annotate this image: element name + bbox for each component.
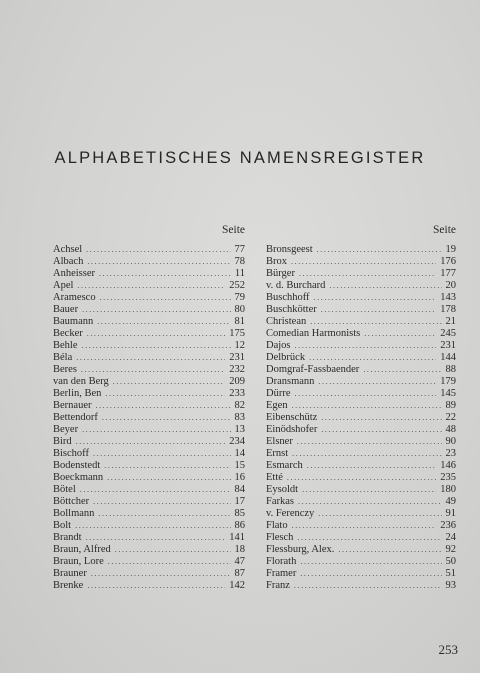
- dot-leader: [86, 532, 226, 544]
- entry-page-number: 22: [445, 412, 456, 423]
- dot-leader: [321, 424, 441, 436]
- dot-leader: [75, 520, 230, 532]
- index-entry: [53, 376, 245, 388]
- dot-leader: [102, 412, 231, 424]
- page-title: ALPHABETISCHES NAMENSREGISTER: [54, 149, 426, 167]
- dot-leader: [76, 352, 225, 364]
- entry-name: Bernauer: [53, 400, 92, 411]
- index-entry: [266, 472, 456, 484]
- entry-page-number: 231: [229, 352, 245, 363]
- entry-name: Bötel: [53, 484, 76, 495]
- entry-name: Béla: [53, 352, 73, 363]
- entry-name: Esmarch: [266, 460, 303, 471]
- entry-page-number: 16: [234, 472, 245, 483]
- entry-page-number: 180: [440, 484, 456, 495]
- index-entry: [266, 376, 456, 388]
- entry-name: Braun, Lore: [53, 556, 104, 567]
- index-entry: [266, 532, 456, 544]
- entry-name: Flessburg, Alex.: [266, 544, 335, 555]
- entry-page-number: 177: [440, 268, 456, 279]
- entry-name: Comedian Harmonists: [266, 328, 361, 339]
- entry-name: Braun, Alfred: [53, 544, 111, 555]
- dot-leader: [107, 472, 230, 484]
- dot-leader: [76, 436, 226, 448]
- entry-name: Beres: [53, 364, 77, 375]
- dot-leader: [87, 580, 225, 592]
- entry-name: Flesch: [266, 532, 294, 543]
- index-entry: [266, 412, 456, 424]
- index-entry: [53, 508, 245, 520]
- entry-name: van den Berg: [53, 376, 109, 387]
- dot-leader: [105, 388, 225, 400]
- entry-name: Berlin, Ben: [53, 388, 102, 399]
- index-entry: [53, 436, 245, 448]
- index-entry: [266, 388, 456, 400]
- entry-name: Bürger: [266, 268, 295, 279]
- entry-page-number: 245: [440, 328, 456, 339]
- entry-name: Einödshofer: [266, 424, 318, 435]
- entry-page-number: 85: [234, 508, 245, 519]
- entry-page-number: 47: [234, 556, 245, 567]
- entry-name: Bird: [53, 436, 72, 447]
- entry-page-number: 231: [440, 340, 456, 351]
- dot-leader: [300, 556, 441, 568]
- entry-page-number: 11: [234, 268, 245, 279]
- dot-leader: [113, 376, 225, 388]
- dot-leader: [287, 472, 436, 484]
- index-entry: [53, 256, 245, 268]
- entry-page-number: 88: [445, 364, 456, 375]
- entry-page-number: 18: [234, 544, 245, 555]
- entry-page-number: 81: [234, 316, 245, 327]
- entry-page-number: 93: [445, 580, 456, 591]
- entry-name: Behle: [53, 340, 78, 351]
- entry-page-number: 142: [229, 580, 245, 591]
- index-entry: [53, 496, 245, 508]
- entry-name: Boeckmann: [53, 472, 104, 483]
- dot-leader: [97, 316, 230, 328]
- dot-leader: [299, 268, 436, 280]
- entry-page-number: 79: [234, 292, 245, 303]
- entry-name: Bischoff: [53, 448, 89, 459]
- entry-page-number: 233: [229, 388, 245, 399]
- index-entry: [266, 424, 456, 436]
- entry-page-number: 232: [229, 364, 245, 375]
- entry-page-number: 15: [234, 460, 245, 471]
- right-column: [266, 222, 456, 592]
- index-entry: [266, 244, 456, 256]
- entry-page-number: 19: [445, 244, 456, 255]
- dot-leader: [93, 496, 230, 508]
- dot-leader: [318, 508, 441, 520]
- dot-leader: [329, 280, 441, 292]
- entry-page-number: 86: [234, 520, 245, 531]
- index-entry: [53, 472, 245, 484]
- index-entry: [53, 460, 245, 472]
- dot-leader: [309, 352, 436, 364]
- entry-name: Dransmann: [266, 376, 315, 387]
- entry-page-number: 234: [229, 436, 245, 447]
- entry-page-number: 92: [445, 544, 456, 555]
- dot-leader: [91, 568, 231, 580]
- dot-leader: [338, 544, 441, 556]
- dot-leader: [292, 448, 441, 460]
- entry-page-number: 14: [234, 448, 245, 459]
- entry-name: Framer: [266, 568, 297, 579]
- dot-leader: [307, 460, 437, 472]
- entry-name: Bronsgeest: [266, 244, 313, 255]
- entry-page-number: 141: [229, 532, 245, 543]
- index-entry: [53, 244, 245, 256]
- dot-leader: [310, 316, 441, 328]
- entry-page-number: 80: [234, 304, 245, 315]
- entry-page-number: 50: [445, 556, 456, 567]
- entry-name: Domgraf-Fassbaender: [266, 364, 360, 375]
- dot-leader: [297, 436, 442, 448]
- entry-name: Brandt: [53, 532, 82, 543]
- entry-name: Delbrück: [266, 352, 306, 363]
- index-entry: [266, 340, 456, 352]
- dot-leader: [77, 280, 225, 292]
- entry-name: Flato: [266, 520, 288, 531]
- index-entry: [266, 508, 456, 520]
- entry-page-number: 23: [445, 448, 456, 459]
- dot-leader: [292, 520, 437, 532]
- entry-name: Bollmann: [53, 508, 95, 519]
- dot-leader: [87, 256, 230, 268]
- entry-page-number: 77: [234, 244, 245, 255]
- entry-page-number: 236: [440, 520, 456, 531]
- dot-leader: [314, 292, 437, 304]
- index-entry: [266, 520, 456, 532]
- entry-name: Brox: [266, 256, 287, 267]
- entry-name: Anheisser: [53, 268, 95, 279]
- entry-page-number: 176: [440, 256, 456, 267]
- left-column-header: Seite: [222, 224, 245, 236]
- entry-page-number: 91: [445, 508, 456, 519]
- entry-page-number: 179: [440, 376, 456, 387]
- entry-name: Achsel: [53, 244, 83, 255]
- entry-page-number: 49: [445, 496, 456, 507]
- dot-leader: [318, 376, 436, 388]
- entry-name: Buschhoff: [266, 292, 310, 303]
- index-entry: [266, 460, 456, 472]
- index-entry: [53, 268, 245, 280]
- index-entry: [53, 412, 245, 424]
- entry-name: Apel: [53, 280, 74, 291]
- entry-page-number: 175: [229, 328, 245, 339]
- dot-leader: [82, 340, 231, 352]
- index-entry: [266, 484, 456, 496]
- dot-leader: [100, 292, 231, 304]
- dot-leader: [321, 412, 441, 424]
- entry-name: Ernst: [266, 448, 289, 459]
- index-entry: [53, 352, 245, 364]
- dot-leader: [317, 244, 442, 256]
- entry-page-number: 21: [445, 316, 456, 327]
- index-entry: [266, 316, 456, 328]
- entry-page-number: 24: [445, 532, 456, 543]
- entry-name: Dürre: [266, 388, 291, 399]
- entry-name: Buschkötter: [266, 304, 317, 315]
- index-entry: [266, 304, 456, 316]
- index-entry: [266, 556, 456, 568]
- entry-page-number: 51: [445, 568, 456, 579]
- entry-name: Aramesco: [53, 292, 96, 303]
- dot-leader: [98, 508, 230, 520]
- entry-page-number: 146: [440, 460, 456, 471]
- left-column: [53, 222, 245, 592]
- index-entry: [266, 292, 456, 304]
- entry-name: v. Ferenczy: [266, 508, 315, 519]
- dot-leader: [291, 256, 436, 268]
- entry-page-number: 12: [234, 340, 245, 351]
- dot-leader: [82, 424, 230, 436]
- dot-leader: [86, 244, 230, 256]
- index-entry: [53, 400, 245, 412]
- index-entry: [266, 268, 456, 280]
- index-entry: [266, 448, 456, 460]
- dot-leader: [294, 580, 442, 592]
- dot-leader: [364, 328, 436, 340]
- index-entry: [266, 256, 456, 268]
- dot-leader: [321, 304, 437, 316]
- dot-leader: [104, 460, 230, 472]
- index-entry: [266, 352, 456, 364]
- index-entry: [266, 496, 456, 508]
- entry-name: Brauner: [53, 568, 87, 579]
- entry-page-number: 90: [445, 436, 456, 447]
- entry-page-number: 178: [440, 304, 456, 315]
- index-entry: [53, 328, 245, 340]
- index-entry: [266, 328, 456, 340]
- entry-page-number: 252: [229, 280, 245, 291]
- index-entry: [53, 280, 245, 292]
- entry-name: Bodenstedt: [53, 460, 101, 471]
- dot-leader: [115, 544, 231, 556]
- entry-page-number: 20: [445, 280, 456, 291]
- index-entry: [53, 568, 245, 580]
- index-entry: [266, 580, 456, 592]
- dot-leader: [82, 304, 230, 316]
- dot-leader: [108, 556, 231, 568]
- entry-name: Albach: [53, 256, 84, 267]
- dot-leader: [295, 388, 437, 400]
- dot-leader: [298, 496, 442, 508]
- index-entry: [53, 544, 245, 556]
- index-entry: [53, 292, 245, 304]
- index-entry: [53, 304, 245, 316]
- entry-name: Eysoldt: [266, 484, 299, 495]
- page-number: 253: [438, 642, 458, 657]
- dot-leader: [93, 448, 231, 460]
- dot-leader: [292, 400, 442, 412]
- entry-name: Egen: [266, 400, 288, 411]
- left-entry-list: [53, 244, 245, 592]
- entry-page-number: 78: [234, 256, 245, 267]
- dot-leader: [300, 568, 441, 580]
- index-entry: [53, 520, 245, 532]
- dot-leader: [80, 484, 231, 496]
- entry-name: Dajos: [266, 340, 291, 351]
- dot-leader: [363, 364, 441, 376]
- index-entry: [53, 532, 245, 544]
- entry-name: Brenke: [53, 580, 84, 591]
- index-entry: [266, 436, 456, 448]
- entry-name: Etté: [266, 472, 283, 483]
- entry-name: Becker: [53, 328, 83, 339]
- index-entry: [53, 388, 245, 400]
- dot-leader: [297, 532, 441, 544]
- entry-name: Bettendorf: [53, 412, 98, 423]
- entry-page-number: 89: [445, 400, 456, 411]
- entry-page-number: 84: [234, 484, 245, 495]
- entry-page-number: 83: [234, 412, 245, 423]
- entry-name: Christean: [266, 316, 307, 327]
- index-entry: [53, 424, 245, 436]
- index-entry: [53, 484, 245, 496]
- index-entry: [266, 364, 456, 376]
- entry-name: Beyer: [53, 424, 79, 435]
- dot-leader: [81, 364, 225, 376]
- entry-name: Böttcher: [53, 496, 90, 507]
- entry-name: v. d. Burchard: [266, 280, 326, 291]
- entry-page-number: 82: [234, 400, 245, 411]
- index-entry: [53, 448, 245, 460]
- entry-page-number: 87: [234, 568, 245, 579]
- right-entry-list: [266, 244, 456, 592]
- index-entry: [53, 316, 245, 328]
- entry-name: Farkas: [266, 496, 294, 507]
- entry-page-number: 209: [229, 376, 245, 387]
- index-entry: [53, 556, 245, 568]
- dot-leader: [95, 400, 230, 412]
- index-entry: [266, 400, 456, 412]
- dot-leader: [87, 328, 226, 340]
- index-entry: [53, 340, 245, 352]
- right-column-header: Seite: [433, 224, 456, 236]
- entry-name: Elsner: [266, 436, 293, 447]
- entry-name: Franz: [266, 580, 290, 591]
- dot-leader: [99, 268, 231, 280]
- index-entry: [53, 364, 245, 376]
- entry-page-number: 48: [445, 424, 456, 435]
- index-entry: [266, 544, 456, 556]
- entry-page-number: 143: [440, 292, 456, 303]
- entry-name: Eibenschütz: [266, 412, 318, 423]
- index-entry: [266, 280, 456, 292]
- entry-page-number: 144: [440, 352, 456, 363]
- entry-page-number: 145: [440, 388, 456, 399]
- dot-leader: [302, 484, 436, 496]
- index-entry: [53, 580, 245, 592]
- entry-page-number: 13: [234, 424, 245, 435]
- entry-name: Florath: [266, 556, 297, 567]
- entry-name: Bolt: [53, 520, 72, 531]
- entry-page-number: 17: [234, 496, 245, 507]
- entry-name: Bauer: [53, 304, 79, 315]
- entry-name: Baumann: [53, 316, 94, 327]
- entry-page-number: 235: [440, 472, 456, 483]
- dot-leader: [295, 340, 437, 352]
- index-entry: [266, 568, 456, 580]
